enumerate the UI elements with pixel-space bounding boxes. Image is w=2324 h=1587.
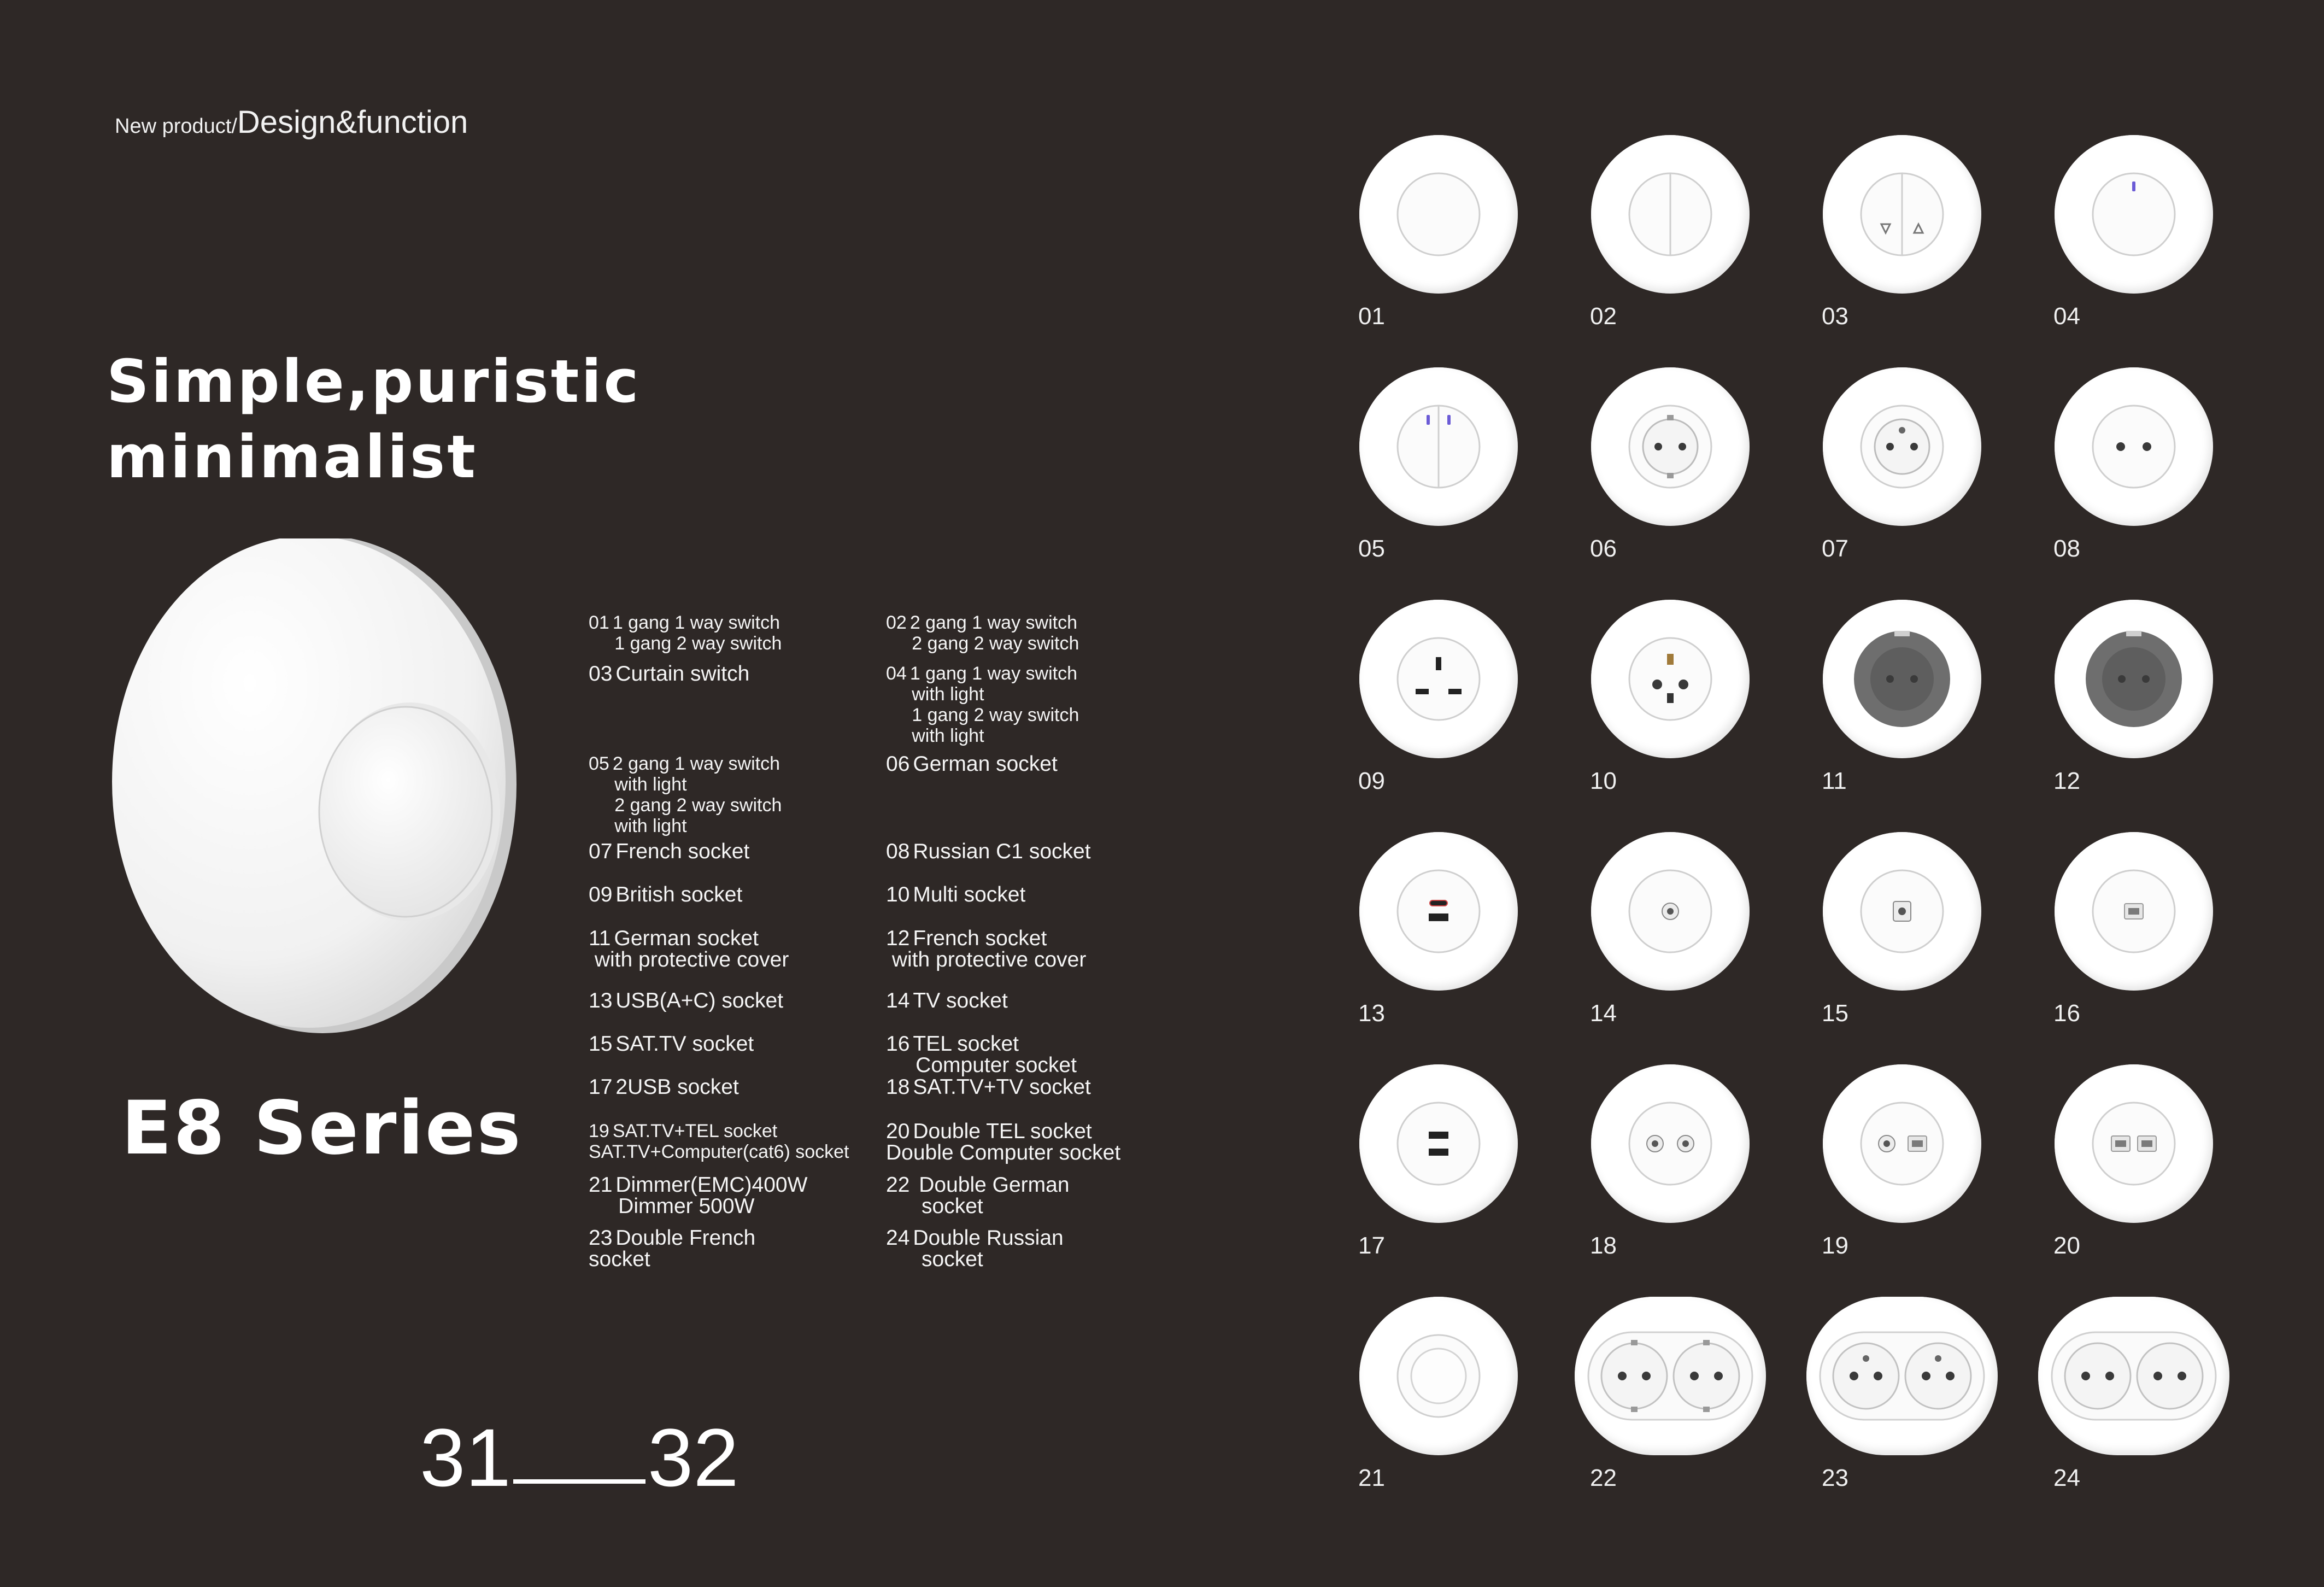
double-usb-socket-icon xyxy=(1389,1094,1488,1196)
list-item-number: 05 xyxy=(589,753,609,774)
sat-tv-tv-socket-icon xyxy=(1621,1094,1719,1196)
product-label-02: 02 xyxy=(1590,303,1617,330)
headline-line-1: Simple,puristic xyxy=(107,348,641,416)
page-numbers xyxy=(420,1410,739,1505)
list-item-number: 21 xyxy=(589,1173,613,1197)
list-item-number: 06 xyxy=(886,752,910,776)
list-item-number: 19 xyxy=(589,1121,609,1141)
list-item-21 xyxy=(589,1174,807,1217)
list-item-text: Dimmer(EMC)400W xyxy=(615,1173,808,1197)
list-item-number: 11 xyxy=(589,927,611,950)
german-socket-cover-icon xyxy=(1853,630,1951,731)
sat-tv-tel-socket-icon xyxy=(1853,1094,1951,1196)
product-plate-14 xyxy=(1591,832,1750,991)
list-item-13 xyxy=(589,990,783,1011)
product-plate-24 xyxy=(2038,1297,2229,1455)
product-plate-21 xyxy=(1359,1297,1518,1455)
product-label-12: 12 xyxy=(2053,768,2080,794)
list-item-text: German socket xyxy=(913,752,1058,776)
product-plate-17 xyxy=(1359,1064,1518,1223)
list-item-09 xyxy=(589,884,742,905)
list-item-02 xyxy=(886,612,1079,654)
french-socket-icon xyxy=(1853,397,1951,499)
product-label-05: 05 xyxy=(1358,535,1385,562)
product-plate-20 xyxy=(2055,1064,2213,1223)
french-socket-cover-icon xyxy=(2085,630,2183,731)
product-label-21: 21 xyxy=(1358,1465,1385,1491)
list-item-number: 03 xyxy=(589,662,613,686)
product-label-04: 04 xyxy=(2053,303,2080,330)
list-item-03 xyxy=(589,663,749,684)
product-plate-13 xyxy=(1359,832,1518,991)
product-label-24: 24 xyxy=(2053,1465,2080,1491)
product-plate-10 xyxy=(1591,600,1750,758)
list-item-number: 07 xyxy=(589,840,613,863)
product-plate-04 xyxy=(2055,135,2213,294)
list-item-number: 12 xyxy=(886,927,910,950)
list-item-number: 17 xyxy=(589,1075,613,1099)
product-plate-11 xyxy=(1823,600,1981,758)
list-item-text: Double German xyxy=(913,1173,1070,1197)
british-socket-icon xyxy=(1389,630,1488,731)
double-switch-with-light-icon xyxy=(1389,397,1488,499)
single-rocker-switch-icon xyxy=(1389,165,1488,266)
list-item-number: 15 xyxy=(589,1032,613,1056)
list-item-14 xyxy=(886,990,1008,1011)
product-plate-02 xyxy=(1591,135,1750,294)
product-label-01: 01 xyxy=(1358,303,1385,330)
list-item-text: Double Russian xyxy=(913,1226,1064,1250)
product-plate-08 xyxy=(2055,367,2213,526)
dimmer-icon xyxy=(1389,1327,1488,1428)
list-item-number: 02 xyxy=(886,612,907,633)
list-item-12 xyxy=(886,928,1086,970)
product-label-20: 20 xyxy=(2053,1232,2080,1259)
list-item-19 xyxy=(589,1121,849,1162)
product-label-15: 15 xyxy=(1822,1000,1848,1027)
list-item-18 xyxy=(886,1076,1091,1098)
list-item-text: SAT.TV+TEL socket xyxy=(612,1121,778,1141)
list-item-17 xyxy=(589,1076,739,1098)
product-label-08: 08 xyxy=(2053,535,2080,562)
german-socket-icon xyxy=(1621,397,1719,499)
page-separator xyxy=(513,1479,645,1484)
headline-line-2: minimalist xyxy=(107,423,478,491)
list-item-text: with light xyxy=(589,774,687,795)
list-item-number: 24 xyxy=(886,1226,910,1250)
product-plate-06 xyxy=(1591,367,1750,526)
product-label-03: 03 xyxy=(1822,303,1848,330)
product-plate-05 xyxy=(1359,367,1518,526)
list-item-number: 23 xyxy=(589,1226,613,1250)
list-item-04 xyxy=(886,663,1079,746)
header-tagline xyxy=(115,104,468,140)
product-label-17: 17 xyxy=(1358,1232,1385,1259)
product-plate-19 xyxy=(1823,1064,1981,1223)
product-label-22: 22 xyxy=(1590,1465,1617,1491)
list-item-text: with protective cover xyxy=(589,948,789,971)
russian-socket-icon xyxy=(2085,397,2183,499)
list-item-24 xyxy=(886,1227,1064,1270)
double-french-socket-icon xyxy=(1815,1327,1990,1428)
product-plate-22 xyxy=(1575,1297,1766,1455)
list-item-text: SAT.TV+Computer(cat6) socket xyxy=(589,1141,849,1162)
double-russian-socket-icon xyxy=(2046,1327,2221,1428)
list-item-number: 09 xyxy=(589,883,613,906)
double-tel-socket-icon xyxy=(2085,1094,2183,1196)
product-label-23: 23 xyxy=(1822,1465,1848,1491)
product-plate-03 xyxy=(1823,135,1981,294)
headline xyxy=(107,344,641,495)
list-item-06 xyxy=(886,753,1058,775)
list-item-10 xyxy=(886,884,1025,905)
list-item-text: SAT.TV+TV socket xyxy=(913,1075,1091,1099)
list-item-08 xyxy=(886,841,1091,862)
list-item-text: Computer socket xyxy=(886,1053,1077,1077)
list-item-text: Double Computer socket xyxy=(886,1141,1121,1164)
list-item-text: 1 gang 2 way switch xyxy=(886,705,1079,725)
list-item-text: socket xyxy=(886,1194,983,1218)
list-item-text: with protective cover xyxy=(886,948,1087,971)
list-item-text: socket xyxy=(886,1248,983,1271)
list-item-number: 08 xyxy=(886,840,910,863)
product-label-09: 09 xyxy=(1358,768,1385,794)
list-item-text: 2 gang 2 way switch xyxy=(589,795,782,816)
list-item-text: French socket xyxy=(913,927,1047,950)
list-item-text: 1 gang 1 way switch xyxy=(909,663,1077,684)
page-number-right: 32 xyxy=(647,1412,739,1503)
list-item-15 xyxy=(589,1033,754,1055)
curtain-switch-icon xyxy=(1853,165,1951,266)
product-label-19: 19 xyxy=(1822,1232,1848,1259)
list-item-text: Russian C1 socket xyxy=(913,840,1091,863)
list-item-22 xyxy=(886,1174,1070,1217)
list-item-text: 2 gang 2 way switch xyxy=(886,633,1079,654)
list-item-text: 2 gang 1 way switch xyxy=(612,753,780,774)
product-plate-12 xyxy=(2055,600,2213,758)
list-item-text: German socket xyxy=(614,927,759,950)
list-item-number: 01 xyxy=(589,612,609,633)
list-item-text: TEL socket xyxy=(913,1032,1019,1056)
single-switch-with-light-icon xyxy=(2085,165,2183,266)
list-item-number: 13 xyxy=(589,989,613,1012)
list-item-text: SAT.TV socket xyxy=(615,1032,754,1056)
list-item-text: with light xyxy=(589,816,687,836)
sat-tv-socket-icon xyxy=(1853,862,1951,963)
product-label-10: 10 xyxy=(1590,768,1617,794)
list-item-text: with light xyxy=(886,684,984,705)
header-small: New product/ xyxy=(115,115,237,138)
list-item-text: socket xyxy=(589,1248,650,1271)
product-label-06: 06 xyxy=(1590,535,1617,562)
list-item-20 xyxy=(886,1121,1120,1163)
list-item-text: USB(A+C) socket xyxy=(615,989,784,1012)
list-item-number: 10 xyxy=(886,883,910,906)
list-item-text: British socket xyxy=(615,883,743,906)
page-number-left: 31 xyxy=(420,1412,511,1503)
list-item-text: Double French xyxy=(615,1226,756,1250)
list-item-text: Multi socket xyxy=(913,883,1026,906)
product-label-13: 13 xyxy=(1358,1000,1385,1027)
list-item-16 xyxy=(886,1033,1077,1076)
list-item-number: 16 xyxy=(886,1032,910,1056)
product-plate-23 xyxy=(1806,1297,1998,1455)
product-plate-09 xyxy=(1359,600,1518,758)
list-item-number: 20 xyxy=(886,1120,910,1143)
list-item-23 xyxy=(589,1227,755,1270)
list-item-text: Dimmer 500W xyxy=(589,1194,755,1218)
series-title: E8 Series xyxy=(121,1085,523,1171)
list-item-number: 22 xyxy=(886,1173,910,1197)
list-item-text: French socket xyxy=(615,840,750,863)
list-item-07 xyxy=(589,841,749,862)
list-item-text: with light xyxy=(886,725,984,746)
list-item-text: 1 gang 1 way switch xyxy=(612,612,780,633)
product-plate-01 xyxy=(1359,135,1518,294)
list-item-11 xyxy=(589,928,789,970)
list-item-text: 1 gang 2 way switch xyxy=(589,633,782,654)
tel-socket-icon xyxy=(2085,862,2183,963)
list-item-number: 04 xyxy=(886,663,907,684)
product-label-11: 11 xyxy=(1822,768,1847,794)
product-label-07: 07 xyxy=(1822,535,1848,562)
product-label-14: 14 xyxy=(1590,1000,1617,1027)
list-item-number: 18 xyxy=(886,1075,910,1099)
usb-a-c-socket-icon xyxy=(1389,862,1488,963)
product-plate-16 xyxy=(2055,832,2213,991)
list-item-number: 14 xyxy=(886,989,910,1012)
product-plate-07 xyxy=(1823,367,1981,526)
double-rocker-switch-icon xyxy=(1621,165,1719,266)
product-label-18: 18 xyxy=(1590,1232,1617,1259)
list-item-05 xyxy=(589,753,782,836)
multi-socket-icon xyxy=(1621,630,1719,731)
tv-socket-icon xyxy=(1621,862,1719,963)
double-german-socket-icon xyxy=(1583,1327,1758,1428)
list-item-01 xyxy=(589,612,782,654)
product-plate-15 xyxy=(1823,832,1981,991)
header-big: Design&function xyxy=(237,104,468,140)
list-item-text: Curtain switch xyxy=(615,662,750,686)
list-item-text: 2 gang 1 way switch xyxy=(909,612,1077,633)
product-plate-18 xyxy=(1591,1064,1750,1223)
list-item-text: TV socket xyxy=(913,989,1008,1012)
product-label-16: 16 xyxy=(2053,1000,2080,1027)
hero-switch-image xyxy=(93,538,519,1041)
list-item-text: 2USB socket xyxy=(615,1075,739,1099)
list-item-text: Double TEL socket xyxy=(913,1120,1092,1143)
